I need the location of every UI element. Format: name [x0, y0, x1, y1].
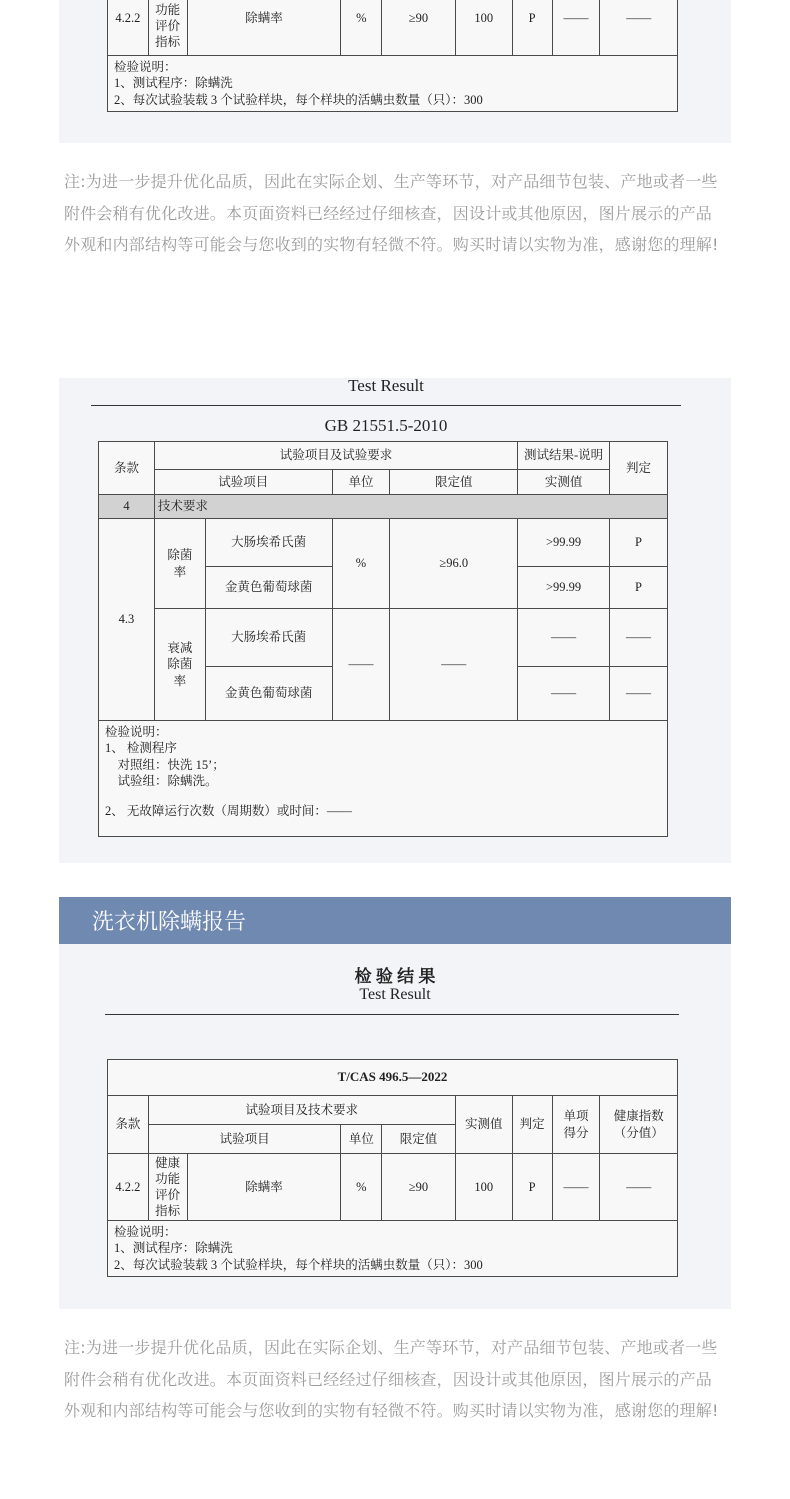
table-row [108, 56, 678, 112]
group-row [99, 495, 668, 519]
limit-cell: ≥96.0 [390, 519, 518, 609]
disclaimer-note: 注:为进一步提升优化品质，因此在实际企划、生产等环节，对产品细节包装、产地或者一些附件会稍有优化改进。本页面资料已经经过仔细核查，因设计或其他原因，图片展示的产品外观和内部结构等可能会与您收到的实物有轻微不符。购买时请以实物为准，感谢您的理解! [64, 172, 719, 254]
group-name-cell [154, 519, 205, 609]
report-panel-1 [59, 0, 731, 143]
limit-header: 限定值 [382, 1125, 455, 1154]
clause-cell: 4.2.2 [108, 0, 149, 56]
category-line: 指标 [155, 35, 181, 50]
measured-cell: —— [518, 609, 610, 667]
score-header [552, 1096, 600, 1154]
score-header-line: 单项 [563, 1109, 589, 1124]
verdict-cell: P [512, 0, 552, 56]
explanation-title: 检验说明： [105, 725, 168, 739]
group-name-line: 除菌 [167, 548, 193, 563]
limit-cell: ≥90 [382, 0, 455, 56]
banner-title: 洗衣机除螨报告 [92, 910, 247, 935]
table-header-row [108, 1096, 678, 1125]
verdict-cell: P [512, 1154, 552, 1221]
item-cell: 大肠埃希氏菌 [205, 609, 332, 667]
items-req-header: 试验项目及技术要求 [148, 1096, 455, 1125]
explanation-cell [108, 1221, 678, 1277]
explanation-cell [108, 56, 678, 112]
measured-cell: >99.99 [518, 567, 610, 609]
result-note-header: 测试结果-说明 [518, 442, 610, 470]
measured-header: 实测值 [518, 470, 610, 495]
explanation-line: 试验组：除螨洗。 [105, 773, 218, 788]
measured-cell: >99.99 [518, 519, 610, 567]
verdict-cell: P [610, 567, 668, 609]
explanation-line: 1、测试程序：除螨洗 [114, 76, 233, 91]
health-index-header [600, 1096, 678, 1154]
table-row [108, 1221, 678, 1277]
explanation-title: 检验说明： [114, 60, 177, 74]
category-line: 健康 [155, 1155, 181, 1170]
report-table-2 [98, 441, 668, 837]
measured-header: 实测值 [455, 1096, 512, 1154]
table-row [99, 519, 668, 567]
verdict-cell: —— [610, 667, 668, 721]
unit-cell: % [332, 519, 390, 609]
table-row [99, 721, 668, 837]
clause-cell: 4.3 [99, 519, 155, 721]
verdict-header: 判定 [610, 442, 668, 495]
verdict-cell: P [610, 519, 668, 567]
disclaimer-note: 注:为进一步提升优化品质，因此在实际企划、生产等环节，对产品细节包装、产地或者一些附件会稍有优化改进。本页面资料已经经过仔细核查，因设计或其他原因，图片展示的产品外观和内部结构等可能会与您收到的实物有轻微不符。购买时请以实物为准，感谢您的理解! [64, 1338, 719, 1420]
measured-cell: 100 [455, 1154, 512, 1221]
item-cell: 金黄色葡萄球菌 [205, 667, 332, 721]
item-cell: 除螨率 [187, 0, 341, 56]
item-cell: 金黄色葡萄球菌 [205, 567, 332, 609]
category-cell [148, 1154, 187, 1221]
unit-header: 单位 [341, 1125, 382, 1154]
explanation-cell [99, 721, 668, 837]
group-label: 技术要求 [154, 495, 667, 519]
item-cell: 除螨率 [187, 1154, 341, 1221]
clause-header: 条款 [108, 1096, 149, 1154]
unit-cell: —— [332, 609, 390, 721]
title-divider [105, 1014, 679, 1015]
report-panel-3 [59, 944, 731, 1309]
group-name-cell [154, 609, 205, 721]
category-line: 功能 [155, 1171, 181, 1186]
explanation-line: 2、每次试验装载 3 个试验样块，每个样块的活螨虫数量（只）：300 [114, 92, 483, 107]
title-divider [91, 405, 681, 406]
limit-cell: ≥90 [382, 1154, 455, 1221]
table-header-row [99, 470, 668, 495]
verdict-cell: —— [610, 609, 668, 667]
category-line: 评价 [155, 19, 181, 33]
group-name-line: 衰减 [167, 641, 193, 656]
explanation-line: 1、 检测程序 [105, 741, 177, 756]
standard-code: GB 21551.5-2010 [324, 416, 448, 435]
score-cell: —— [552, 1154, 600, 1221]
health-index-header-line: （分值） [613, 1125, 664, 1140]
score-cell: —— [552, 0, 600, 56]
items-req-header: 试验项目及试验要求 [154, 442, 517, 470]
score-header-line: 得分 [563, 1125, 589, 1140]
section-banner [59, 897, 731, 944]
table-row [108, 1154, 678, 1221]
explanation-line: 1、测试程序：除螨洗 [114, 1241, 233, 1256]
unit-cell: % [341, 0, 382, 56]
health-index-cell: —— [600, 1154, 678, 1221]
unit-header: 单位 [332, 470, 390, 495]
group-name-line: 除菌 [167, 657, 193, 672]
health-index-cell: —— [600, 0, 678, 56]
table-row [99, 609, 668, 667]
health-index-header-line: 健康指数 [613, 1109, 664, 1124]
measured-cell: 100 [455, 0, 512, 56]
category-cell [148, 0, 187, 56]
clause-header: 条款 [99, 442, 155, 495]
category-line: 功能 [155, 2, 181, 17]
limit-cell: —— [390, 609, 518, 721]
explanation-title: 检验说明： [114, 1225, 177, 1239]
explanation-line [105, 789, 661, 803]
group-name-line: 率 [173, 673, 187, 688]
explanation-line: 2、 无故障运行次数（周期数）或时间：—— [105, 804, 352, 818]
group-clause: 4 [99, 495, 155, 519]
group-name-line: 率 [173, 564, 187, 579]
report-title-cn: 检 验 结 果 [354, 967, 436, 986]
table-row [108, 1060, 678, 1096]
report-table-1 [107, 0, 678, 112]
report-title: Test Result [348, 376, 424, 395]
verdict-header: 判定 [512, 1096, 552, 1154]
report-table-3 [107, 1059, 678, 1277]
item-header: 试验项目 [154, 470, 332, 495]
explanation-line: 对照组：快洗 15’； [105, 757, 225, 772]
report-panel-2 [59, 378, 731, 863]
table-row [108, 0, 678, 56]
unit-cell: % [341, 1154, 382, 1221]
category-line: 评价 [155, 1188, 181, 1202]
category-line: 指标 [155, 1204, 181, 1219]
limit-header: 限定值 [390, 470, 518, 495]
standard-cell: T/CAS 496.5—2022 [108, 1060, 678, 1096]
item-cell: 大肠埃希氏菌 [205, 519, 332, 567]
measured-cell: —— [518, 667, 610, 721]
clause-cell: 4.2.2 [108, 1154, 149, 1221]
table-header-row [99, 442, 668, 470]
item-header: 试验项目 [148, 1125, 341, 1154]
report-title-en: Test Result [359, 986, 431, 1003]
explanation-line: 2、每次试验装载 3 个试验样块，每个样块的活螨虫数量（只）：300 [114, 1257, 483, 1272]
